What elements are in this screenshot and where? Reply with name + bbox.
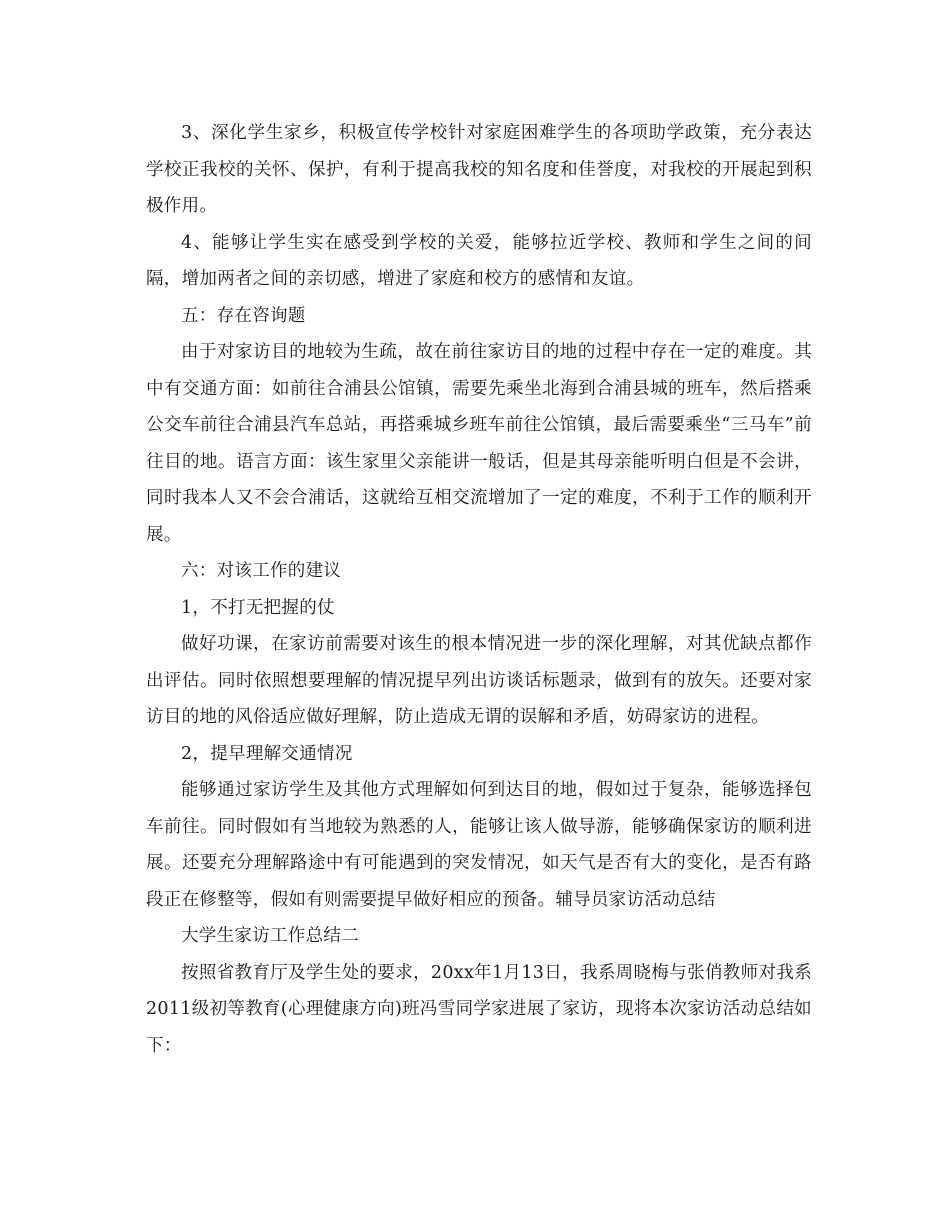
document-body (146, 115, 812, 1064)
subheading-suggestion-2: 2，提早理解交通情况 (181, 743, 353, 764)
section-heading-summary-two: 大学生家访工作总结二 (181, 926, 359, 946)
paragraph-problems: 由于对家访目的地较为生疏，故在前往家访目的地的过程中存在一定的难度。其中有交通方面：如前往合浦县公馆镇，需要先乘坐北海到合浦县城的班车，然后搭乘公交车前往合浦县汽车总站，再搭乘城乡班车前往公馆镇，最后需要乘坐“三马车”前往目的地。语言方面：该生家里父亲能讲一般话，但是其母亲能听明白但是不会讲，同时我本人又不会合浦话，这就给互相交流增加了一定的难度，不利于工作的顺利开展。 (146, 342, 812, 545)
section-heading-problems: 五：存在咨询题 (181, 305, 306, 326)
section-heading-suggestions: 六：对该工作的建议 (181, 561, 342, 581)
paragraph-suggestion-1: 做好功课，在家访前需要对该生的根本情况进一步的深化理解，对其优缺点都作出评估。同时依照想要理解的情况提早列出访谈话标题录，做到有的放矢。还要对家访目的地的风俗适应做好理解，防止造成无谓的误解和矛盾，妨碍家访的进程。 (146, 634, 812, 727)
paragraph-suggestion-2: 能够通过家访学生及其他方式理解如何到达目的地，假如过于复杂，能够选择包车前往。同时假如有当地较为熟悉的人，能够让该人做导游，能够确保家访的顺利进展。还要充分理解路途中有可能遇到的突发情况，如天气是否有大的变化，是否有路段正在修整等，假如有则需要提早做好相应的预备。辅导员家访活动总结 (146, 780, 812, 910)
paragraph-item-4: 4、能够让学生实在感受到学校的关爱，能够拉近学校、教师和学生之间的间隔，增加两者之间的亲切感，增进了家庭和校方的感情和友谊。 (146, 232, 812, 289)
paragraph-summary-two-intro: 按照省教育厅及学生处的要求，20xx年1月13日，我系周晓梅与张俏教师对我系2011级初等教育(心理健康方向)班冯雪同学家进展了家访，现将本次家访活动总结如下： (146, 962, 812, 1056)
paragraph-item-3: 3、深化学生家乡，积极宣传学校针对家庭困难学生的各项助学政策，充分表达学校正我校的关怀、保护，有利于提高我校的知名度和佳誉度，对我校的开展起到积极作用。 (146, 123, 812, 216)
subheading-suggestion-1: 1，不打无把握的仗 (181, 597, 335, 618)
